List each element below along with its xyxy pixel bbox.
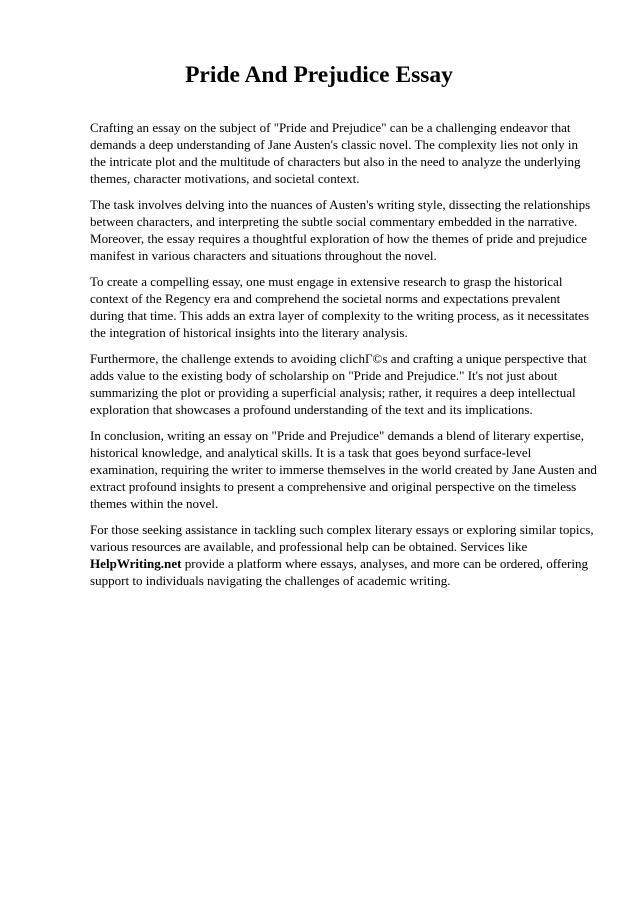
helpwriting-link[interactable]: HelpWriting.net	[90, 556, 182, 571]
document-title: Pride And Prejudice Essay	[185, 62, 453, 88]
text-line: manifest in various characters and situations throughout the novel.	[90, 248, 437, 263]
text-line: extract profound insights to present a comprehensive and original perspective on the timeless	[90, 479, 577, 494]
text-line: summarizing the plot or providing a superficial analysis; rather, it requires a deep intellectual	[90, 385, 576, 400]
text-line: context of the Regency era and comprehend the societal norms and expectations prevalent	[90, 291, 561, 306]
text-line: themes, character motivations, and societal context.	[90, 171, 360, 186]
text-line: To create a compelling essay, one must engage in extensive research to grasp the historical	[90, 274, 563, 289]
text-line: adds value to the existing body of scholarship on "Pride and Prejudice." It's not just about	[90, 368, 558, 383]
paragraph-3	[90, 273, 600, 341]
paragraph-1	[90, 119, 600, 187]
text-line: between characters, and interpreting the subtle social commentary embedded in the narrative.	[90, 214, 578, 229]
paragraph-5	[90, 427, 600, 512]
text-line: during that time. This adds an extra layer of complexity to the writing process, as it necessitates	[90, 308, 590, 323]
text-line: Crafting an essay on the subject of "Pride and Prejudice" can be a challenging endeavor that	[90, 120, 571, 135]
text-line: the intricate plot and the multitude of characters but also in the need to analyze the underlying	[90, 154, 581, 169]
text-line: the integration of historical insights into the literary analysis.	[90, 325, 408, 340]
text-line: historical knowledge, and analytical skills. It is a task that goes beyond surface-level	[90, 445, 532, 460]
text-line: For those seeking assistance in tackling such complex literary essays or exploring similar topics,	[90, 522, 594, 537]
text-line: support to individuals navigating the challenges of academic writing.	[90, 573, 451, 588]
text-line: The task involves delving into the nuances of Austen's writing style, dissecting the relationships	[90, 197, 591, 212]
text-line-with-link	[90, 555, 600, 572]
text-line: exploration that showcases a profound understanding of the text and its implications.	[90, 402, 533, 417]
paragraph-6	[90, 521, 600, 589]
text-line: Moreover, the essay requires a thoughtful exploration of how the themes of pride and prejudice	[90, 231, 587, 246]
paragraph-2	[90, 196, 600, 264]
text-line-rest: provide a platform where essays, analyses, and more can be ordered, offering	[181, 556, 589, 571]
text-line: various resources are available, and professional help can be obtained. Services like	[90, 539, 528, 554]
text-line: demands a deep understanding of Jane Austen's classic novel. The complexity lies not only in	[90, 137, 579, 152]
text-line: Furthermore, the challenge extends to avoiding clichГ©s and crafting a unique perspective that	[90, 351, 587, 366]
essay-body	[90, 119, 600, 598]
paragraph-4	[90, 350, 600, 418]
text-line: In conclusion, writing an essay on "Pride and Prejudice" demands a blend of literary expertise,	[90, 428, 584, 443]
text-line: examination, requiring the writer to immerse themselves in the world created by Jane Austen and	[90, 462, 597, 477]
text-line: themes within the novel.	[90, 496, 219, 511]
